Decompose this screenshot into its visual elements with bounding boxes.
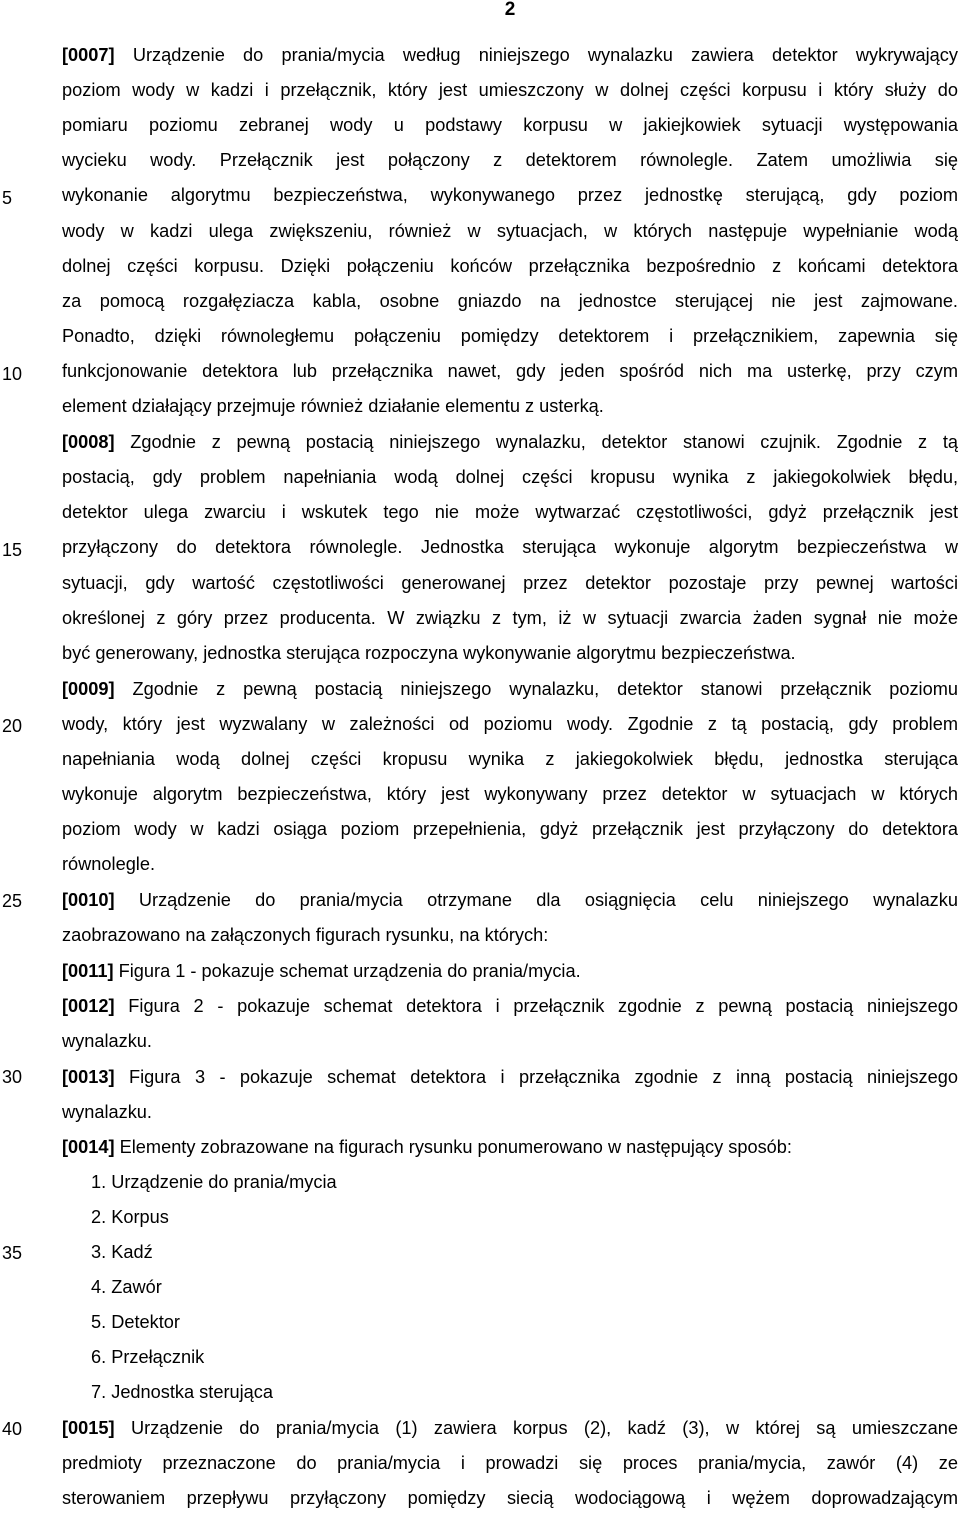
paragraph-0009-line	[62, 672, 958, 707]
paragraph-0009-line: napełniania wodą dolnej części kropusu wynika z jakiegokolwiek błędu, jednostka sterująca	[62, 749, 958, 769]
paragraph-id: [0014]	[62, 1137, 115, 1157]
paragraph-0007-line	[62, 38, 958, 73]
paragraph-text: Figura 3 - pokazuje schemat detektora i przełącznika zgodnie z inną postacią niniejszego	[128, 1067, 958, 1087]
line-number-35: 35	[2, 1243, 23, 1263]
paragraph-text: Urządzenie do prania/mycia (1) zawiera korpus (2), kadź (3), w której są umieszczane	[130, 1418, 958, 1438]
line-number-5: 5	[2, 188, 13, 208]
list-item: 3. Kadź	[91, 1242, 153, 1262]
paragraph-text: Zgodnie z pewną postacią niniejszego wynalazku, detektor stanowi czujnik. Zgodnie z tą	[130, 432, 958, 452]
paragraph-id: [0009]	[62, 679, 115, 699]
paragraph-text: Urządzenie do prania/mycia otrzymane dla osiągnięcia celu niniejszego wynalazku	[138, 890, 958, 910]
paragraph-0008-line: detektor ulega zwarciu i wskutek tego nie może wytwarzać częstotliwości, gdyż przełącznik jest	[62, 502, 958, 522]
paragraph-0015-line	[62, 1411, 958, 1446]
paragraph-0013-line	[62, 1060, 958, 1095]
line-number-15: 15	[2, 540, 23, 560]
paragraph-id: [0015]	[62, 1418, 115, 1438]
paragraph-0007-line: za pomocą rozgałęziacza kabla, osobne gniazdo na jednostce sterującej nie jest zajmowane.	[62, 291, 958, 311]
line-number-25: 25	[2, 891, 23, 911]
paragraph-0009-line: wykonuje algorytm bezpieczeństwa, który jest wykonywany przez detektor w sytuacjach w których	[62, 784, 958, 804]
paragraph-0007-line: Ponadto, dzięki równoległemu połączeniu pomiędzy detektorem i przełącznikiem, zapewnia się	[62, 326, 958, 346]
paragraph-id: [0013]	[62, 1067, 115, 1087]
paragraph-0007-line: wody w kadzi ulega zwiększeniu, również w sytuacjach, w których następuje wypełnianie wodą	[62, 221, 958, 241]
paragraph-0010-line	[62, 883, 958, 918]
paragraph-0008-line: określonej z góry przez producenta. W związku z tym, iż w sytuacji zwarcia żaden sygnał nie może	[62, 608, 958, 628]
paragraph-0007-line: wycieku wody. Przełącznik jest połączony z detektorem równolegle. Zatem umożliwia się	[62, 150, 958, 170]
paragraph-0009-line: poziom wody w kadzi osiąga poziom przepełnienia, gdyż przełącznik jest przyłączony do detektora	[62, 819, 958, 839]
paragraph-0007-line: dolnej części korpusu. Dzięki połączeniu końców przełącznika bezpośrednio z końcami detektora	[62, 256, 958, 276]
list-item: 2. Korpus	[91, 1207, 169, 1227]
paragraph-text: Elementy zobrazowane na figurach rysunku ponumerowano w następujący sposób:	[119, 1137, 792, 1157]
paragraph-0012-line: wynalazku.	[62, 1031, 152, 1051]
list-item: 4. Zawór	[91, 1277, 162, 1297]
page-number: 2	[504, 0, 516, 20]
paragraph-text: Urządzenie do prania/mycia według niniejszego wynalazku zawiera detektor wykrywający	[132, 45, 958, 65]
paragraph-0008-line: być generowany, jednostka sterująca rozpoczyna wykonywanie algorytmu bezpieczeństwa.	[62, 643, 796, 663]
paragraph-0007-line: pomiaru poziomu zebranej wody u podstawy korpusu w jakiejkowiek sytuacji występowania	[62, 115, 958, 135]
paragraph-0007-line: wykonanie algorytmu bezpieczeństwa, wykonywanego przez jednostkę sterującą, gdy poziom	[62, 185, 958, 205]
line-number-30: 30	[2, 1067, 23, 1087]
paragraph-0008-line: sytuacji, gdy wartość częstotliwości generowanej przez detektor pozostaje przy pewnej wartości	[62, 573, 958, 593]
paragraph-0015-line: sterowaniem przepływu przyłączony pomiędzy siecią wodociągową i wężem doprowadzającym	[62, 1488, 958, 1508]
paragraph-0010-line: zaobrazowano na załączonych figurach rysunku, na których:	[62, 925, 549, 945]
line-number-40: 40	[2, 1419, 23, 1439]
paragraph-0008-line: postacią, gdy problem napełniania wodą dolnej części kropusu wynika z jakiegokolwiek błędu,	[62, 467, 958, 487]
paragraph-id: [0011]	[62, 961, 114, 981]
paragraph-id: [0012]	[62, 996, 115, 1016]
list-item: 1. Urządzenie do prania/mycia	[91, 1172, 337, 1192]
paragraph-0011-line	[62, 954, 958, 989]
paragraph-text: Zgodnie z pewną postacią niniejszego wynalazku, detektor stanowi przełącznik poziomu	[132, 679, 958, 699]
paragraph-0015-line: predmioty przeznaczone do prania/mycia i prowadzi się proces prania/mycia, zawór (4) ze	[62, 1453, 958, 1473]
paragraph-0012-line	[62, 989, 958, 1024]
paragraph-0008-line: przyłączony do detektora równolegle. Jednostka sterująca wykonuje algorytm bezpieczeństwa w	[62, 537, 958, 557]
paragraph-id: [0007]	[62, 45, 115, 65]
line-number-10: 10	[2, 364, 23, 384]
list-item: 6. Przełącznik	[91, 1347, 205, 1367]
paragraph-id: [0010]	[62, 890, 115, 910]
paragraph-0009-line: wody, który jest wyzwalany w zależności od poziomu wody. Zgodnie z tą postacią, gdy problem	[62, 714, 958, 734]
line-number-20: 20	[2, 716, 23, 736]
paragraph-0009-line: równolegle.	[62, 854, 156, 874]
paragraph-0007-line: funkcjonowanie detektora lub przełącznika nawet, gdy jeden spośród nich ma usterkę, przy czym	[62, 361, 958, 381]
paragraph-0014-line	[62, 1130, 958, 1165]
list-item: 7. Jednostka sterująca	[91, 1382, 273, 1402]
paragraph-text: Figura 2 - pokazuje schemat detektora i przełącznik zgodnie z pewną postacią niniejszego	[128, 996, 958, 1016]
paragraph-0007-line: element działający przejmuje również działanie elementu z usterką.	[62, 396, 604, 416]
list-item: 5. Detektor	[91, 1312, 180, 1332]
paragraph-0008-line	[62, 425, 958, 460]
paragraph-0013-line: wynalazku.	[62, 1102, 152, 1122]
paragraph-0007-line: poziom wody w kadzi i przełącznik, który jest umieszczony w dolnej części korpusu i który służy do	[62, 80, 958, 100]
paragraph-text: Figura 1 - pokazuje schemat urządzenia do prania/mycia.	[118, 961, 581, 981]
paragraph-id: [0008]	[62, 432, 115, 452]
